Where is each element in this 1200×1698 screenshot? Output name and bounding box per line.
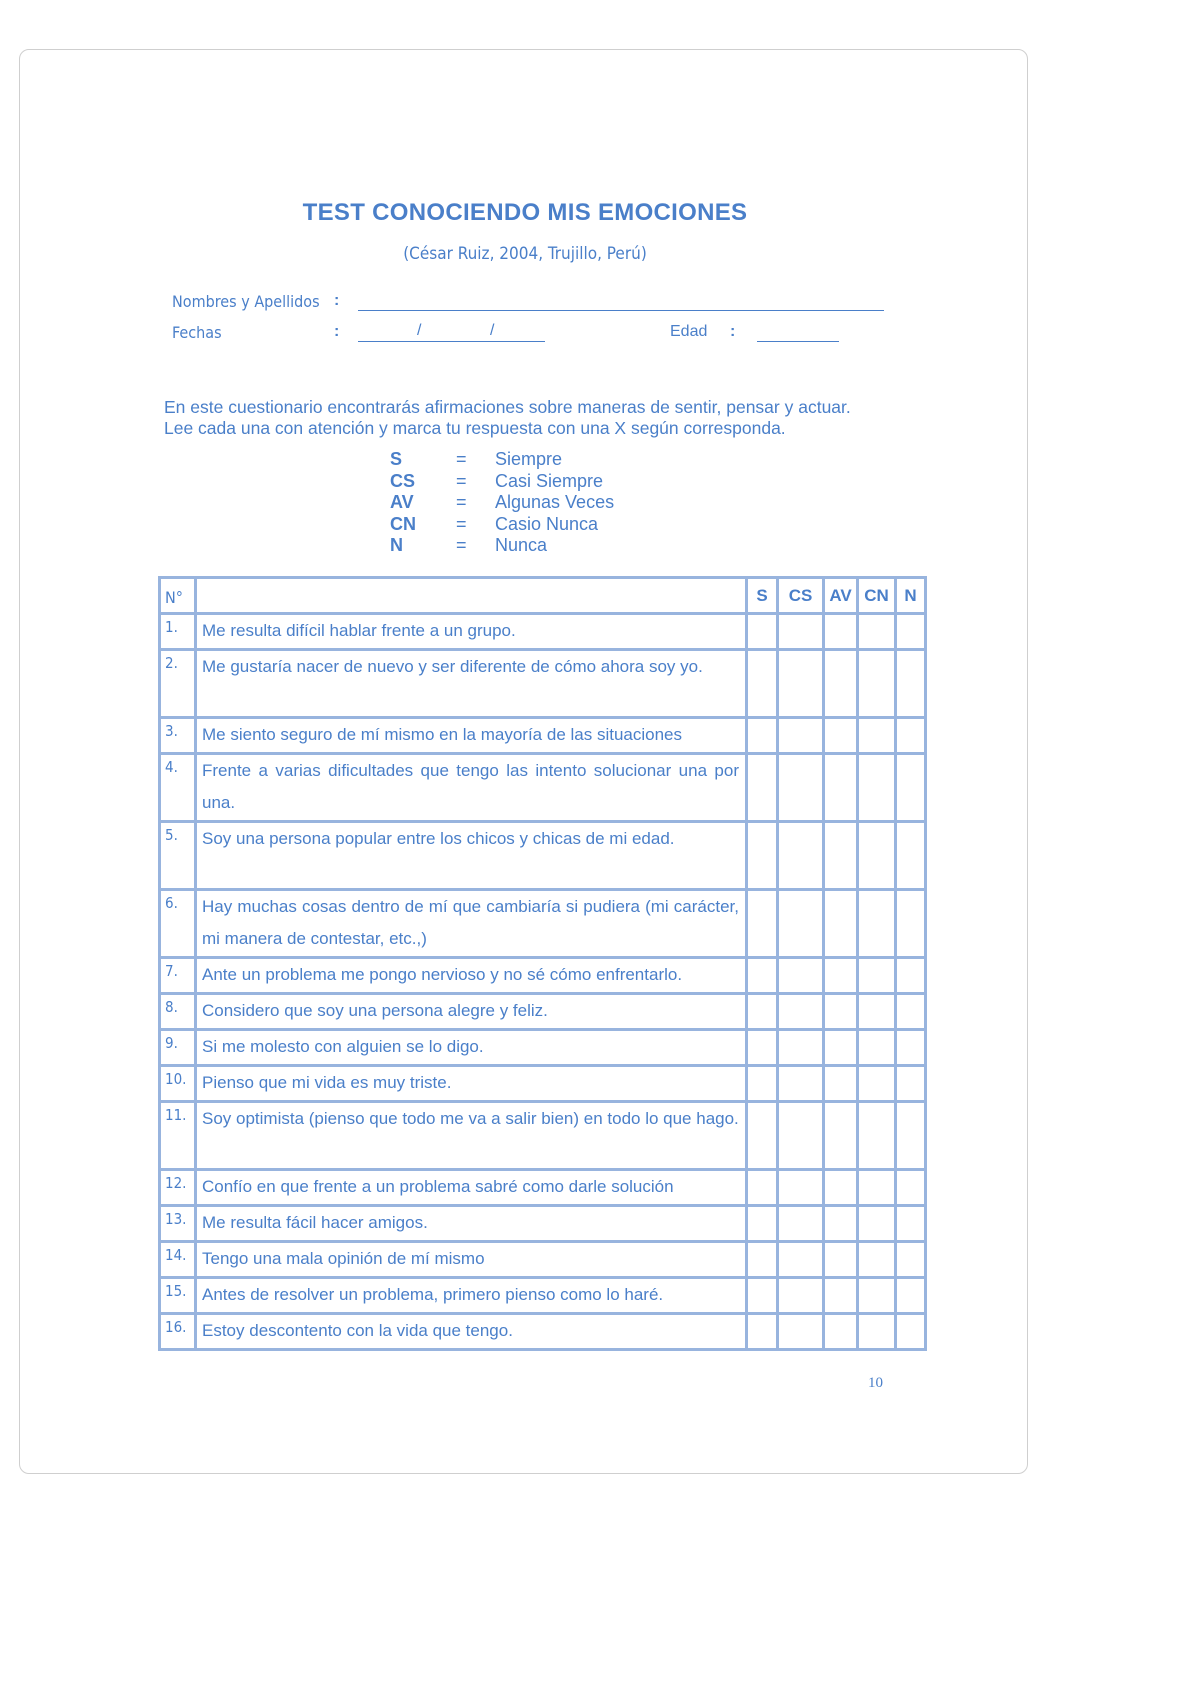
answer-cell-s[interactable] <box>747 1278 778 1314</box>
answer-cell-n[interactable] <box>896 1170 926 1206</box>
row-number: 5. <box>160 822 196 890</box>
row-number: 2. <box>160 650 196 718</box>
answer-cell-n[interactable] <box>896 718 926 754</box>
answer-cell-cs[interactable] <box>778 1242 824 1278</box>
legend-code: AV <box>390 492 414 512</box>
questionnaire-table <box>158 576 927 1351</box>
answer-cell-s[interactable] <box>747 890 778 958</box>
table-row <box>160 1242 926 1278</box>
row-number: 8. <box>160 994 196 1030</box>
table-row <box>160 1170 926 1206</box>
row-statement: Frente a varias dificultades que tengo las intento solucionar una por una. <box>196 754 747 822</box>
answer-cell-s[interactable] <box>747 822 778 890</box>
row-statement: Me resulta fácil hacer amigos. <box>196 1206 747 1242</box>
answer-cell-av[interactable] <box>824 1030 858 1066</box>
date-slash-1: / <box>417 322 422 339</box>
name-colon: : <box>334 292 340 309</box>
row-statement: Me resulta difícil hablar frente a un grupo. <box>196 614 747 650</box>
legend-code: N <box>390 535 403 555</box>
answer-cell-cs[interactable] <box>778 1102 824 1170</box>
answer-cell-cs[interactable] <box>778 890 824 958</box>
row-statement: Estoy descontento con la vida que tengo. <box>196 1314 747 1350</box>
legend-meaning: Casio Nunca <box>495 513 599 534</box>
document-title: TEST CONOCIENDO MIS EMOCIONES <box>302 199 748 226</box>
name-field[interactable] <box>358 310 884 311</box>
legend-row <box>390 492 690 514</box>
table-row <box>160 994 926 1030</box>
table-row <box>160 1030 926 1066</box>
answer-cell-cn[interactable] <box>858 1102 896 1170</box>
age-field[interactable] <box>757 341 839 342</box>
row-number: 14. <box>160 1242 196 1278</box>
row-number: 1. <box>160 614 196 650</box>
answer-cell-av[interactable] <box>824 754 858 822</box>
row-statement: Me siento seguro de mí mismo en la mayoría de las situaciones <box>196 718 747 754</box>
answer-cell-n[interactable] <box>896 614 926 650</box>
legend-row <box>390 514 690 536</box>
answer-cell-n[interactable] <box>896 1242 926 1278</box>
page-number: 10 <box>868 1375 883 1391</box>
answer-cell-n[interactable] <box>896 890 926 958</box>
date-field[interactable] <box>358 341 545 342</box>
answer-cell-av[interactable] <box>824 718 858 754</box>
answer-cell-s[interactable] <box>747 650 778 718</box>
answer-cell-cs[interactable] <box>778 718 824 754</box>
row-number: 13. <box>160 1206 196 1242</box>
answer-cell-cs[interactable] <box>778 1066 824 1102</box>
answer-cell-n[interactable] <box>896 958 926 994</box>
table-row <box>160 1102 926 1170</box>
row-statement: Me gustaría nacer de nuevo y ser diferente de cómo ahora soy yo. <box>196 650 747 718</box>
answer-cell-cn[interactable] <box>858 958 896 994</box>
legend-row <box>390 471 690 493</box>
answer-cell-av[interactable] <box>824 1206 858 1242</box>
legend-equals: = <box>456 513 467 534</box>
answer-cell-n[interactable] <box>896 1314 926 1350</box>
answer-cell-n[interactable] <box>896 754 926 822</box>
header-cs: CS <box>778 578 824 614</box>
answer-cell-cn[interactable] <box>858 994 896 1030</box>
answer-cell-cn[interactable] <box>858 890 896 958</box>
answer-cell-av[interactable] <box>824 822 858 890</box>
table-row <box>160 958 926 994</box>
answer-cell-av[interactable] <box>824 994 858 1030</box>
legend-code: S <box>390 449 403 469</box>
row-statement: Hay muchas cosas dentro de mí que cambiaría si pudiera (mi carácter, mi manera de contestar, etc.,) <box>196 890 747 958</box>
instructions-line-1: En este cuestionario encontrarás afirmaciones sobre maneras de sentir, pensar y actuar. <box>164 397 851 417</box>
answer-cell-av[interactable] <box>824 650 858 718</box>
row-number: 6. <box>160 890 196 958</box>
answer-cell-cn[interactable] <box>858 822 896 890</box>
legend-meaning: Algunas Veces <box>495 492 615 512</box>
answer-cell-cs[interactable] <box>778 1170 824 1206</box>
legend-equals: = <box>456 470 467 491</box>
row-number: 12. <box>160 1170 196 1206</box>
row-statement: Antes de resolver un problema, primero pienso como lo haré. <box>196 1278 747 1314</box>
answer-cell-cs[interactable] <box>778 1030 824 1066</box>
date-slash-2: / <box>490 322 495 339</box>
legend-meaning: Nunca <box>495 535 548 555</box>
row-number: 7. <box>160 958 196 994</box>
instructions <box>164 397 851 439</box>
answer-cell-cn[interactable] <box>858 1170 896 1206</box>
date-colon: : <box>334 323 340 340</box>
legend-row <box>390 535 690 557</box>
answer-cell-cs[interactable] <box>778 994 824 1030</box>
name-label: Nombres y Apellidos <box>172 292 320 311</box>
header-n: N <box>896 578 926 614</box>
answer-cell-av[interactable] <box>824 958 858 994</box>
document-subtitle: (César Ruiz, 2004, Trujillo, Perú) <box>403 244 647 264</box>
row-number: 15. <box>160 1278 196 1314</box>
row-statement: Ante un problema me pongo nervioso y no sé cómo enfrentarlo. <box>196 958 747 994</box>
answer-cell-s[interactable] <box>747 1030 778 1066</box>
row-statement: Pienso que mi vida es muy triste. <box>196 1066 747 1102</box>
answer-cell-av[interactable] <box>824 1066 858 1102</box>
answer-cell-cn[interactable] <box>858 1242 896 1278</box>
row-statement: Confío en que frente a un problema sabré como darle solución <box>196 1170 747 1206</box>
table-row <box>160 890 926 958</box>
answer-cell-s[interactable] <box>747 1066 778 1102</box>
date-label: Fechas <box>172 323 222 342</box>
header-number: N° <box>160 578 196 614</box>
table-row <box>160 754 926 822</box>
header-statement <box>196 578 747 614</box>
row-number: 11. <box>160 1102 196 1170</box>
table-row <box>160 718 926 754</box>
answer-cell-n[interactable] <box>896 1066 926 1102</box>
age-label: Edad <box>670 323 708 340</box>
answer-cell-s[interactable] <box>747 994 778 1030</box>
legend-meaning: Siempre <box>495 449 563 469</box>
answer-cell-s[interactable] <box>747 718 778 754</box>
answer-cell-n[interactable] <box>896 994 926 1030</box>
age-colon: : <box>730 323 736 340</box>
answer-cell-cn[interactable] <box>858 754 896 822</box>
table-row <box>160 1278 926 1314</box>
answer-cell-n[interactable] <box>896 1278 926 1314</box>
answer-cell-s[interactable] <box>747 1170 778 1206</box>
answer-cell-n[interactable] <box>896 1102 926 1170</box>
legend-row <box>390 449 690 471</box>
answer-cell-av[interactable] <box>824 1242 858 1278</box>
legend-equals: = <box>456 492 467 512</box>
row-statement: Soy optimista (pienso que todo me va a salir bien) en todo lo que hago. <box>196 1102 747 1170</box>
row-statement: Tengo una mala opinión de mí mismo <box>196 1242 747 1278</box>
answer-cell-n[interactable] <box>896 1030 926 1066</box>
answer-cell-av[interactable] <box>824 1102 858 1170</box>
answer-cell-s[interactable] <box>747 614 778 650</box>
answer-cell-cn[interactable] <box>858 614 896 650</box>
table-row <box>160 650 926 718</box>
row-number: 9. <box>160 1030 196 1066</box>
legend-code: CN <box>390 513 416 534</box>
answer-cell-av[interactable] <box>824 890 858 958</box>
answer-cell-cn[interactable] <box>858 718 896 754</box>
row-number: 4. <box>160 754 196 822</box>
answer-cell-s[interactable] <box>747 1242 778 1278</box>
legend-code: CS <box>390 470 416 491</box>
answer-cell-n[interactable] <box>896 1206 926 1242</box>
answer-cell-cn[interactable] <box>858 1206 896 1242</box>
table-row <box>160 1206 926 1242</box>
table-header-row <box>160 578 926 614</box>
answer-cell-s[interactable] <box>747 1206 778 1242</box>
answer-cell-av[interactable] <box>824 1278 858 1314</box>
row-statement: Si me molesto con alguien se lo digo. <box>196 1030 747 1066</box>
answer-cell-n[interactable] <box>896 822 926 890</box>
row-statement: Considero que soy una persona alegre y feliz. <box>196 994 747 1030</box>
answer-cell-cs[interactable] <box>778 650 824 718</box>
answer-cell-cs[interactable] <box>778 1206 824 1242</box>
answer-cell-cs[interactable] <box>778 754 824 822</box>
legend-equals: = <box>456 449 467 469</box>
header-cn: CN <box>858 578 896 614</box>
answer-cell-cn[interactable] <box>858 1314 896 1350</box>
table-row <box>160 1314 926 1350</box>
legend-equals: = <box>456 535 467 555</box>
answer-cell-cs[interactable] <box>778 1314 824 1350</box>
answer-cell-av[interactable] <box>824 614 858 650</box>
table-row <box>160 1066 926 1102</box>
table-row <box>160 614 926 650</box>
answer-cell-cs[interactable] <box>778 614 824 650</box>
row-number: 3. <box>160 718 196 754</box>
answer-cell-cs[interactable] <box>778 822 824 890</box>
header-s: S <box>747 578 778 614</box>
answer-cell-cn[interactable] <box>858 650 896 718</box>
answer-cell-cn[interactable] <box>858 1278 896 1314</box>
answer-cell-s[interactable] <box>747 1102 778 1170</box>
answer-cell-av[interactable] <box>824 1314 858 1350</box>
row-statement: Soy una persona popular entre los chicos y chicas de mi edad. <box>196 822 747 890</box>
answer-cell-cs[interactable] <box>778 1278 824 1314</box>
row-number: 10. <box>160 1066 196 1102</box>
instructions-line-2: Lee cada una con atención y marca tu respuesta con una X según corresponda. <box>164 418 786 438</box>
header-av: AV <box>824 578 858 614</box>
answer-cell-cs[interactable] <box>778 958 824 994</box>
response-legend <box>390 449 690 557</box>
answer-cell-av[interactable] <box>824 1170 858 1206</box>
answer-cell-cn[interactable] <box>858 1030 896 1066</box>
answer-cell-s[interactable] <box>747 1314 778 1350</box>
table-row <box>160 822 926 890</box>
answer-cell-s[interactable] <box>747 958 778 994</box>
row-number: 16. <box>160 1314 196 1350</box>
answer-cell-n[interactable] <box>896 650 926 718</box>
legend-meaning: Casi Siempre <box>495 470 604 491</box>
answer-cell-cn[interactable] <box>858 1066 896 1102</box>
answer-cell-s[interactable] <box>747 754 778 822</box>
